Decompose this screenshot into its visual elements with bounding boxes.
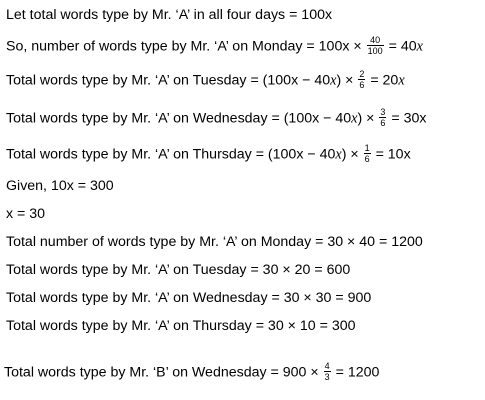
solution-line-3 xyxy=(6,70,405,91)
solution-line-4 xyxy=(6,108,426,129)
fraction-denominator: 3 xyxy=(324,372,330,382)
fraction-denominator: 100 xyxy=(367,46,383,56)
line-text: Total words type by Mr. ‘A’ on Thursday = 30 × 10 = 300 xyxy=(6,318,356,334)
line-result: = 10x xyxy=(375,146,411,163)
line-result: = 40 xyxy=(388,38,417,55)
fraction xyxy=(358,69,365,90)
fraction-numerator: 3 xyxy=(380,107,386,117)
line-text: x = 30 xyxy=(6,206,46,222)
fraction xyxy=(324,361,331,382)
line-text-close: ) × xyxy=(357,110,375,127)
line-text: Total number of words type by Mr. ‘A’ on Monday = 30 × 40 = 1200 xyxy=(6,234,423,250)
line-text: Total words type by Mr. ‘A’ on Wednesday = 30 × 30 = 900 xyxy=(6,290,372,306)
line-text: Total words type by Mr. ‘A’ on Wednesday = (100x − 40 xyxy=(6,110,352,127)
line-text: Total words type by Mr. ‘B’ on Wednesday = 900 × xyxy=(4,364,319,381)
fraction-numerator: 4 xyxy=(324,361,330,371)
solution-line-7 xyxy=(6,205,45,223)
line-text: Let total words type by Mr. ‘A’ in all four days = 100x xyxy=(6,7,333,23)
line-text-close: ) × xyxy=(336,72,354,89)
fraction-numerator: 40 xyxy=(370,35,381,45)
fraction-numerator: 1 xyxy=(364,143,370,153)
fraction xyxy=(364,143,371,164)
solution-line-6 xyxy=(6,177,114,195)
solution-line-2 xyxy=(6,36,423,57)
line-text: So, number of words type by Mr. ‘A’ on Monday = 100x × xyxy=(6,38,362,55)
fraction-numerator: 2 xyxy=(359,69,365,79)
line-text: Total words type by Mr. ‘A’ on Tuesday = (100x − 40 xyxy=(6,72,331,89)
line-result: = 1200 xyxy=(335,364,380,381)
solution-line-11 xyxy=(6,317,356,335)
line-text: Given, 10x = 300 xyxy=(6,178,114,194)
line-text-close: ) × xyxy=(341,146,359,163)
variable: x xyxy=(351,110,358,127)
solution-line-12 xyxy=(4,362,379,383)
solution-line-9 xyxy=(6,261,350,279)
line-result: = 30x xyxy=(391,110,427,127)
line-result: = 20 xyxy=(370,72,399,89)
result-variable: x xyxy=(398,72,405,89)
fraction-denominator: 6 xyxy=(364,154,370,164)
line-text: Total words type by Mr. ‘A’ on Tuesday = 30 × 20 = 600 xyxy=(6,262,351,278)
solution-line-10 xyxy=(6,289,371,307)
fraction xyxy=(379,107,386,128)
solution-line-8 xyxy=(6,233,423,251)
variable: x xyxy=(335,146,342,163)
fraction-denominator: 6 xyxy=(359,80,365,90)
fraction-denominator: 6 xyxy=(380,118,386,128)
solution-line-5 xyxy=(6,144,411,165)
variable: x xyxy=(330,72,337,89)
fraction xyxy=(367,35,384,56)
solution-line-1 xyxy=(6,6,332,24)
line-text: Total words type by Mr. ‘A’ on Thursday = (100x − 40 xyxy=(6,146,336,163)
result-variable: x xyxy=(416,38,423,55)
